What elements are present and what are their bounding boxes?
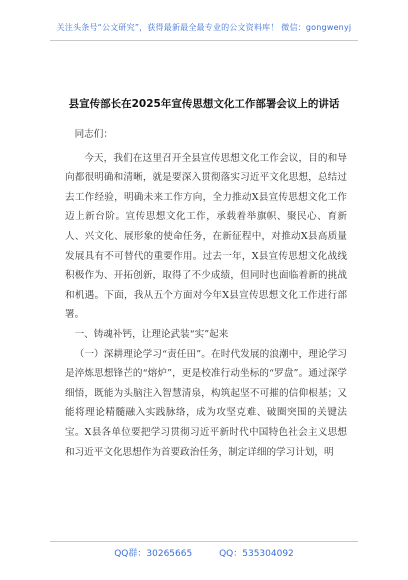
footer-contact bbox=[0, 546, 408, 559]
footer-divider bbox=[50, 541, 358, 542]
body-paragraph: 今天，我们在这里召开全县宣传思想文化工作会议，目的和导向都很明确和清晰，就是要深入贯彻落实习近平文化思想，总结过去工作经验，明确未来工作方向，全力推动X县宣传思想文化工作迈上新台阶。宣传思想文化工作，承载着举旗帜、聚民心、育新人、兴文化、展形象的使命任务，在新征程中，对推动X县高质量发展具有不可替代的重要作用。过去一年，X县宣传思想文化战线积极作为、开拓创新，取得了不少成绩，但同时也面临着新的挑战和机遇。下面，我从五个方面对今年X县宣传思想文化工作进行部署。 bbox=[65, 152, 347, 321]
document-title: 县宣传部长在2025年宣传思想文化工作部署会议上的讲话 bbox=[68, 98, 340, 110]
salutation: 同志们： bbox=[74, 129, 113, 140]
header-divider bbox=[50, 40, 358, 41]
subsection-text: 在时代发展的浪潮中，理论学习是淬炼思想锋芒的“熔炉”，更是校准行动坐标的“罗盘”。通过深学细悟，既能为头脑注入智慧清泉，构筑起坚不可摧的信仰根基；又能将理论精髓融入实践脉络，成为攻坚克难、破圈突围的关键法宝。X县各单位要把学习贯彻习近平新时代中国特色社会主义思想和习近平文化思想作为首要政治任务，制定详细的学习计划，明 bbox=[65, 348, 347, 458]
section-heading: 一、铸魂补钙，让理论武装“实”起来 bbox=[74, 328, 229, 340]
qq-group: QQ群：30265665 bbox=[114, 549, 193, 559]
subsection-heading: （一）深耕理论学习“责任田”。 bbox=[74, 348, 212, 360]
document-body bbox=[65, 125, 347, 462]
qq-contact: QQ：535304092 bbox=[219, 549, 294, 559]
subsection-paragraph bbox=[65, 345, 347, 463]
promo-banner: 关注头条号“公文研究”，获得最新最全最专业的公文资料库！ 微信：gongwenyj bbox=[56, 23, 352, 32]
